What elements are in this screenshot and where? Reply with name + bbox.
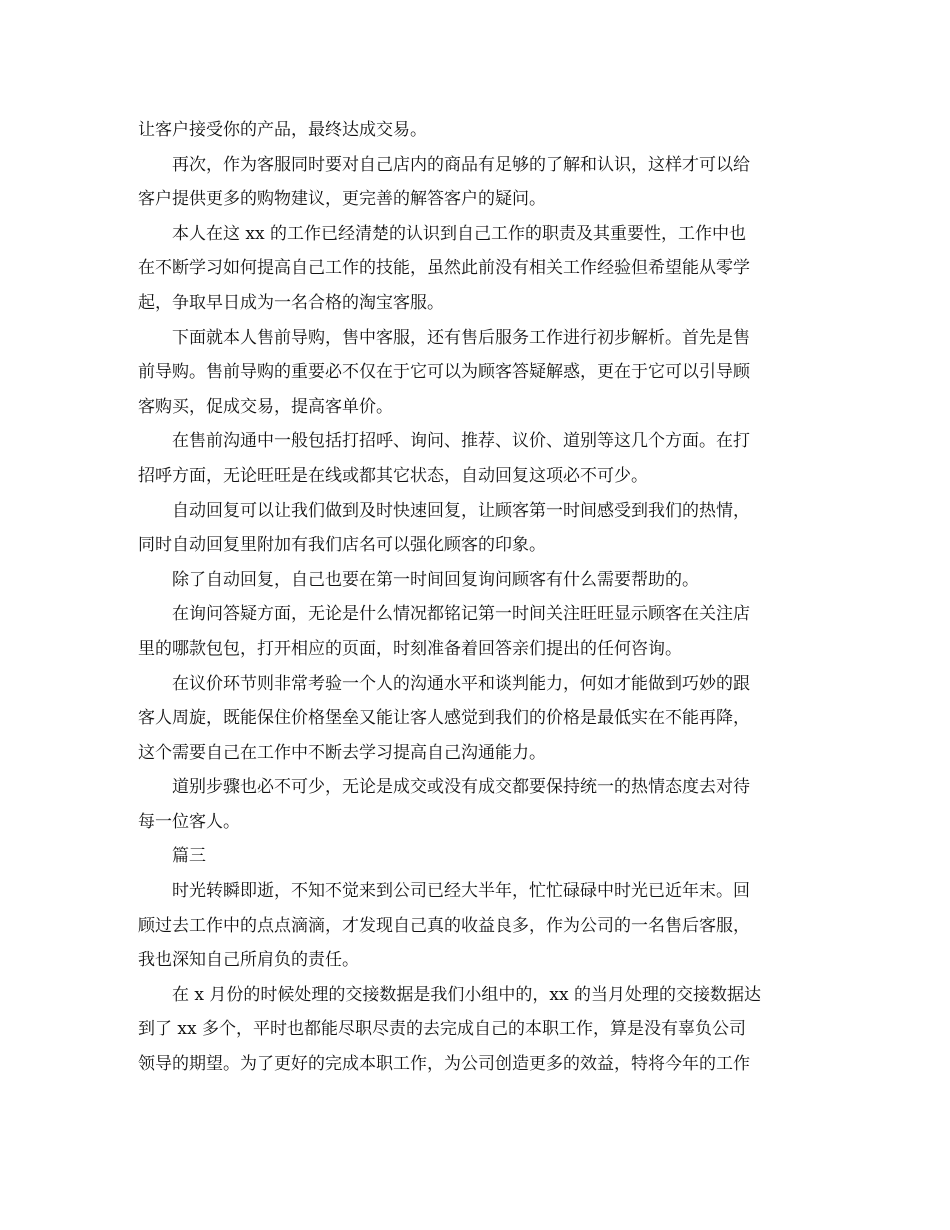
paragraph-first-line: 篇三 bbox=[172, 846, 206, 867]
paragraph-line: 里的哪款包包，打开相应的页面，时刻准备着回答亲们提出的任何咨询。 bbox=[138, 638, 682, 659]
paragraph-line: 每一位客人。 bbox=[138, 811, 240, 832]
paragraph-line: 前导购。售前导购的重要必不仅在于它可以为顾客答疑解惑，更在于它可以引导顾 bbox=[138, 362, 750, 383]
document-body bbox=[138, 113, 814, 1082]
paragraph-first-line: 自动回复可以让我们做到及时快速回复，让顾客第一时间感受到我们的热情， bbox=[172, 500, 750, 521]
paragraph-first-line: 在 x 月份的时候处理的交接数据是我们小组中的，xx 的当月处理的交接数据达 bbox=[172, 984, 761, 1005]
paragraph-line: 在不断学习如何提高自己工作的技能，虽然此前没有相关工作经验但希望能从零学 bbox=[138, 258, 750, 279]
paragraph-line: 这个需要自己在工作中不断去学习提高自己沟通能力。 bbox=[138, 742, 546, 763]
paragraph-line: 到了 xx 多个，平时也都能尽职尽责的去完成自己的本职工作，算是没有辜负公司 bbox=[138, 1019, 746, 1040]
paragraph-first-line: 除了自动回复，自己也要在第一时间回复询问顾客有什么需要帮助的。 bbox=[172, 569, 699, 590]
paragraph-line: 领导的期望。为了更好的完成本职工作，为公司创造更多的效益，特将今年的工作 bbox=[138, 1054, 750, 1075]
paragraph-first-line: 在议价环节则非常考验一个人的沟通水平和谈判能力，何如才能做到巧妙的跟 bbox=[172, 673, 750, 694]
paragraph-line: 同时自动回复里附加有我们店名可以强化顾客的印象。 bbox=[138, 535, 546, 556]
paragraph-line: 让客户接受你的产品，最终达成交易。 bbox=[138, 120, 427, 140]
paragraph-line: 客户提供更多的购物建议，更完善的解答客户的疑问。 bbox=[138, 189, 546, 210]
paragraph-line: 招呼方面，无论旺旺是在线或都其它状态，自动回复这项必不可少。 bbox=[138, 465, 648, 486]
paragraph-first-line: 在询问答疑方面，无论是什么情况都铭记第一时间关注旺旺显示顾客在关注店 bbox=[172, 604, 750, 625]
paragraph-first-line: 再次，作为客服同时要对自己店内的商品有足够的了解和认识，这样才可以给 bbox=[172, 154, 750, 175]
paragraph-line: 客购买，促成交易，提高客单价。 bbox=[138, 396, 393, 417]
paragraph-first-line: 本人在这 xx 的工作已经清楚的认识到自己工作的职责及其重要性，工作中也 bbox=[172, 223, 746, 244]
paragraph-first-line: 时光转瞬即逝，不知不觉来到公司已经大半年，忙忙碌碌中时光已近年末。回 bbox=[172, 881, 750, 902]
paragraph-first-line: 道别步骤也必不可少，无论是成交或没有成交都要保持统一的热情态度去对待 bbox=[172, 777, 750, 798]
paragraph-line: 顾过去工作中的点点滴滴，才发现自己真的收益良多，作为公司的一名售后客服， bbox=[138, 915, 750, 936]
paragraph-line: 起，争取早日成为一名合格的淘宝客服。 bbox=[138, 292, 444, 313]
paragraph-line: 我也深知自己所肩负的责任。 bbox=[138, 950, 359, 971]
paragraph-first-line: 在售前沟通中一般包括打招呼、询问、推荐、议价、道别等这几个方面。在打 bbox=[172, 431, 750, 452]
paragraph-line: 客人周旋，既能保住价格堡垒又能让客人感觉到我们的价格是最低实在不能再降， bbox=[138, 708, 750, 729]
paragraph-first-line: 下面就本人售前导购，售中客服，还有售后服务工作进行初步解析。首先是售 bbox=[172, 327, 750, 348]
